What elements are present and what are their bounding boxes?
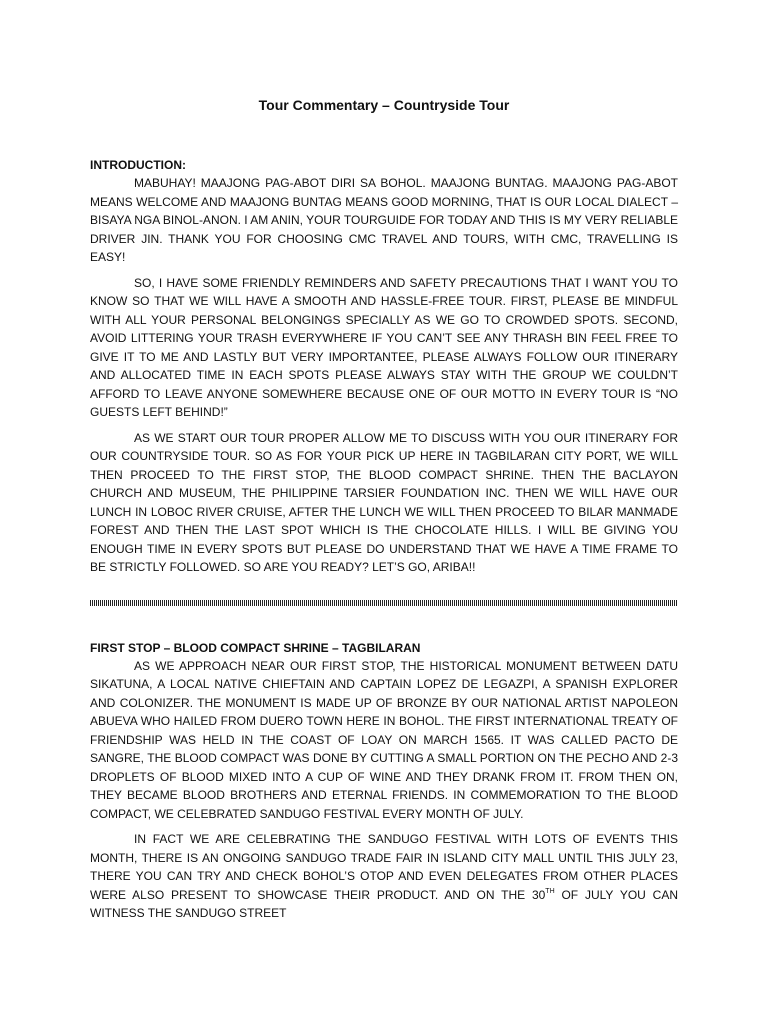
intro-paragraph-3: AS WE START OUR TOUR PROPER ALLOW ME TO DISCUSS WITH YOU OUR ITINERARY FOR OUR COUNTRYSIDE TOUR. SO AS FOR YOUR PICK UP HERE IN TAGBILARAN CITY PORT, WE WILL THEN PROCEED TO THE FIRST STOP, THE BLOOD COMPACT SHRINE. THEN THE BACLAYON CHURCH AND MUSEUM, THE PHILIPPINE TARSIER FOUNDATION INC. THEN WE WILL HAVE OUR LUNCH IN LOBOC RIVER CRUISE, AFTER THE LUNCH WE WILL THEN PROCEED TO BILAR MANMADE FOREST AND THEN THE LAST SPOT WHICH IS THE CHOCOLATE HILLS. I WILL BE GIVING YOU ENOUGH TIME IN EVERY SPOTS BUT PLEASE DO UNDERSTAND THAT WE HAVE A TIME FRAME TO BE STRICTLY FOLLOWED. SO ARE YOU READY? LET’S GO, ARIBA!! [90,430,678,574]
stop-paragraph-2 [90,830,678,923]
intro-paragraph-2: SO, I HAVE SOME FRIENDLY REMINDERS AND SAFETY PRECAUTIONS THAT I WANT YOU TO KNOW SO THAT WE WILL HAVE A SMOOTH AND HASSLE-FREE TOUR. FIRST, PLEASE BE MINDFUL WITH ALL YOUR PERSONAL BELONGINGS SPECIALLY AS WE GO TO CROWDED SPOTS. SECOND, AVOID LITTERING YOUR TRASH EVERYWHERE IF YOU CAN’T SEE ANY THRASH BIN FEEL FREE TO GIVE IT TO ME AND LASTLY BUT VERY IMPORTANTEE, PLEASE ALWAYS FOLLOW OUR ITINERARY AND ALLOCATED TIME IN EACH SPOTS PLEASE ALWAYS STAY WITH THE GROUP WE COULDN’T AFFORD TO LEAVE ANYONE SOMEWHERE BECAUSE ONE OF OUR MOTTO IN EVERY TOUR IS “NO GUESTS LEFT BEHIND!” [90,275,678,419]
stop-paragraph-2-text: IN FACT WE ARE CELEBRATING THE SANDUGO FESTIVAL WITH LOTS OF EVENTS THIS MONTH, THERE IS AN ONGOING SANDUGO TRADE FAIR IN ISLAND CITY MALL UNTIL THIS JULY 23, THERE YOU CAN TRY AND CHECK BOHOL’S OTOP AND EVEN DELEGATES FROM OTHER PLACES WERE ALSO PRESENT TO SHOWCASE THEIR PRODUCT. AND ON THE 30 [90,832,678,902]
intro-paragraph-1: MABUHAY! MAAJONG PAG-ABOT DIRI SA BOHOL. MAAJONG BUNTAG. MAAJONG PAG-ABOT MEANS WELCOME AND MAAJONG BUNTAG MEANS GOOD MORNING, THAT IS OUR LOCAL DIALECT – BISAYA NGA BINOL-ANON. I AM ANIN, YOUR TOURGUIDE FOR TODAY AND THIS IS MY VERY RELIABLE DRIVER JIN. THANK YOU FOR CHOOSING CMC TRAVEL AND TOURS, WITH CMC, TRAVELLING IS EASY! [90,176,678,264]
section-heading-introduction: INTRODUCTION: [90,158,186,172]
stop-paragraph-2-tail: OF JULY YOU CAN WITNESS THE SANDUGO STREET [90,887,678,920]
document-title: Tour Commentary – Countryside Tour [258,97,510,113]
section-heading-first-stop: FIRST STOP – BLOOD COMPACT SHRINE – TAGBILARAN [90,640,421,655]
section-separator [90,600,678,606]
ordinal-superscript: TH [545,887,555,895]
stop-paragraph-1: AS WE APPROACH NEAR OUR FIRST STOP, THE HISTORICAL MONUMENT BETWEEN DATU SIKATUNA, A LOCAL NATIVE CHIEFTAIN AND CAPTAIN LOPEZ DE LEGAZPI, A SPANISH EXPLORER AND COLONIZER. THE MONUMENT IS MADE UP OF BRONZE BY OUR NATIONAL ARTIST NAPOLEON ABUEVA WHO HAILED FROM DUERO TOWN HERE IN BOHOL. THE FIRST INTERNATIONAL TREATY OF FRIENDSHIP WAS HELD IN THE COAST OF LOAY ON MARCH 1565. IT WAS CALLED PACTO DE SANGRE, THE BLOOD COMPACT WAS DONE BY CUTTING A SMALL PORTION ON THE PECHO AND 2-3 DROPLETS OF BLOOD MIXED INTO A CUP OF WINE AND THEY DRANK FROM IT. FROM THEN ON, THEY BECAME BLOOD BROTHERS AND ETERNAL FRIENDS. IN COMMEMORATION TO THE BLOOD COMPACT, WE CELEBRATED SANDUGO FESTIVAL EVERY MONTH OF JULY. [90,658,678,821]
